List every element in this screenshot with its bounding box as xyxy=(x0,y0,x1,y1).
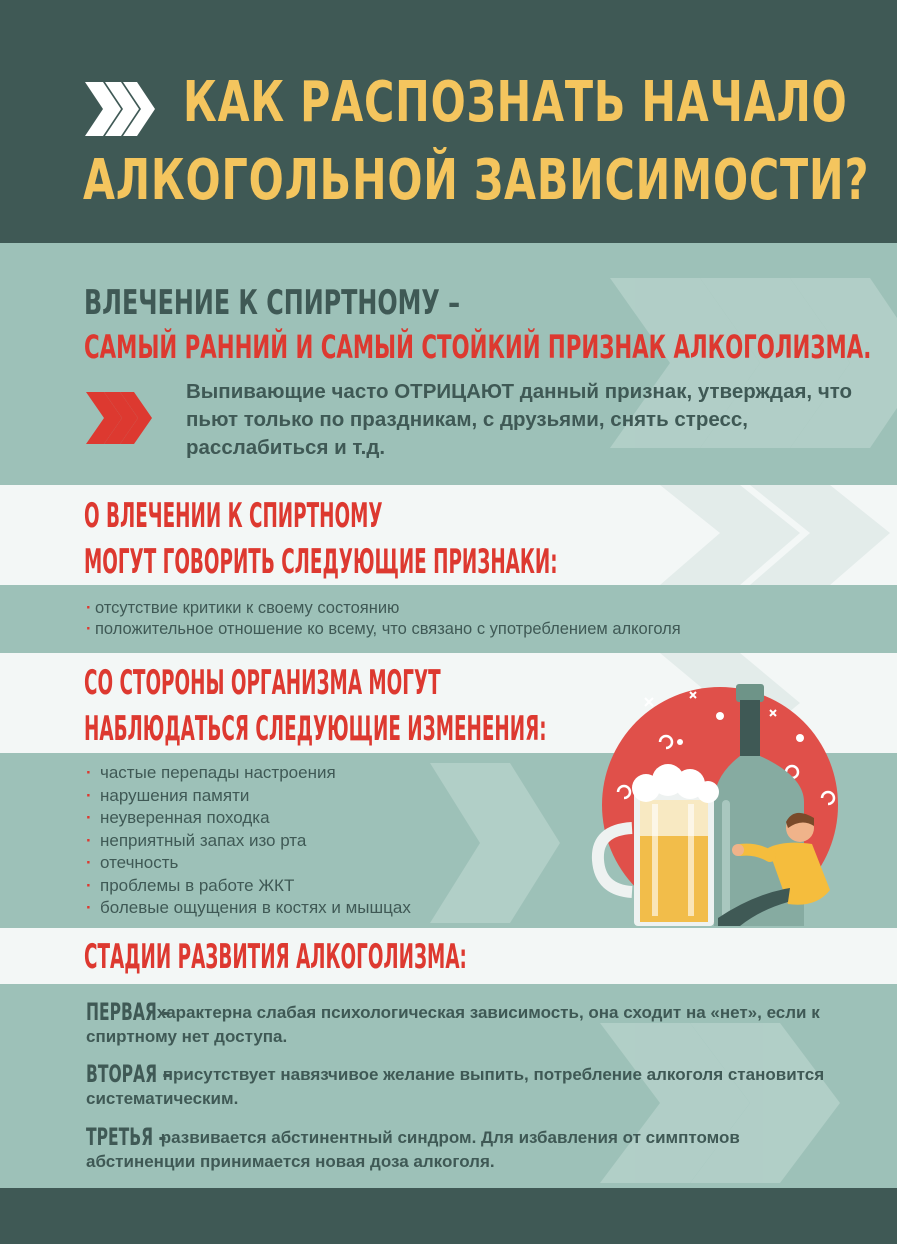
list-item: · неприятный запах изо рта xyxy=(86,830,307,850)
list-item: · болевые ощущения в костях и мышцах xyxy=(86,898,411,917)
signs-list xyxy=(86,598,681,640)
craving-subheading: САМЫЙ РАННИЙ И САМЫЙ СТОЙКИЙ ПРИЗНАК АЛКОГОЛИЗМА. xyxy=(84,328,872,366)
list-item: · неуверенная походка xyxy=(86,808,270,827)
chevrons-right-icon xyxy=(86,392,154,444)
stage-first xyxy=(86,1000,826,1049)
chevrons-right-icon xyxy=(85,82,157,136)
body-heading-line1: СО СТОРОНЫ ОРГАНИЗМА МОГУТ xyxy=(84,663,441,703)
page-title-line1: КАК РАСПОЗНАТЬ НАЧАЛО xyxy=(183,70,848,135)
list-item: · проблемы в работе ЖКТ xyxy=(86,875,295,895)
body-changes-list xyxy=(86,762,411,920)
stage-second xyxy=(86,1062,826,1111)
stage-text: присутствует навязчивое желание выпить, потребление алкоголя становится систематическим. xyxy=(86,1065,825,1108)
page-title-line2: АЛКОГОЛЬНОЙ ЗАВИСИМОСТИ? xyxy=(83,148,870,213)
signs-heading-line2: МОГУТ ГОВОРИТЬ СЛЕДУЮЩИЕ ПРИЗНАКИ: xyxy=(84,542,558,582)
list-item: · отсутствие критики к своему состоянию xyxy=(86,599,400,617)
denial-text: Выпивающие часто ОТРИЦАЮТ данный признак, утверждая, что пьют только по праздникам, с друзьями, снять стресс, расслабиться и т.д. xyxy=(186,380,853,459)
beer-bottle-sad-man-illustration xyxy=(590,680,850,930)
craving-heading: ВЛЕЧЕНИЕ К СПИРТНОМУ – xyxy=(84,283,461,323)
stage-name: ТРЕТЬЯ – xyxy=(86,1123,167,1151)
stage-name: ПЕРВАЯ – xyxy=(86,998,171,1026)
stage-name: ВТОРАЯ – xyxy=(86,1060,171,1088)
list-item: · нарушения памяти xyxy=(86,785,250,805)
stage-text: характерна слабая психологическая зависимость, она сходит на «нет», если к спиртному нет доступа. xyxy=(86,1003,820,1046)
body-heading-line2: НАБЛЮДАТЬСЯ СЛЕДУЮЩИЕ ИЗМЕНЕНИЯ: xyxy=(84,709,547,749)
list-item: · отечность xyxy=(86,853,179,872)
stages-heading: СТАДИИ РАЗВИТИЯ АЛКОГОЛИЗМА: xyxy=(84,937,467,977)
stage-text: развивается абстинентный синдром. Для избавления от симптомов абстиненции принимается новая доза алкоголя. xyxy=(86,1128,740,1171)
list-item: · частые перепады настроения xyxy=(86,763,336,782)
stage-third xyxy=(86,1125,826,1174)
signs-heading-line1: О ВЛЕЧЕНИИ К СПИРТНОМУ xyxy=(84,496,383,536)
footer-band xyxy=(0,1188,897,1244)
list-item: · положительное отношение ко всему, что связано с употреблением алкоголя xyxy=(86,620,681,638)
